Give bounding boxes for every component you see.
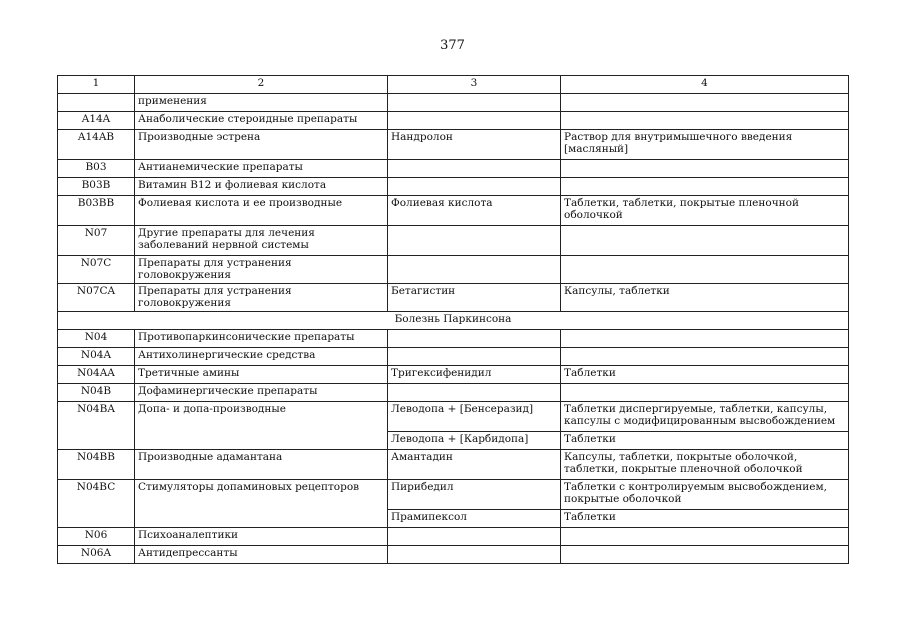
atc-code: N04AA <box>58 366 135 384</box>
table-row <box>58 256 849 284</box>
drug-name <box>388 160 561 178</box>
atc-code: A14AB <box>58 130 135 160</box>
drug-name <box>388 256 561 284</box>
group-name: Противопаркинсонические препараты <box>135 330 388 348</box>
group-name: Психоаналептики <box>135 528 388 546</box>
drug-name <box>388 330 561 348</box>
atc-code: N04B <box>58 384 135 402</box>
atc-code: N04A <box>58 348 135 366</box>
table-row <box>58 196 849 226</box>
drug-name: Леводопа + [Карбидопа] <box>388 432 561 450</box>
dosage-form <box>561 256 849 284</box>
dosage-form: Раствор для внутримышечного введения [масляный] <box>561 130 849 160</box>
group-name: Стимуляторы допаминовых рецепторов <box>135 480 388 528</box>
dosage-form <box>561 528 849 546</box>
drug-name <box>388 178 561 196</box>
table-row <box>58 546 849 564</box>
group-name: Анаболические стероидные препараты <box>135 112 388 130</box>
group-name: Дофаминергические препараты <box>135 384 388 402</box>
page-number: 377 <box>440 38 465 53</box>
group-name: Антихолинергические средства <box>135 348 388 366</box>
table-header-row <box>58 76 849 94</box>
dosage-form <box>561 348 849 366</box>
drug-name <box>388 384 561 402</box>
dosage-form <box>561 178 849 196</box>
dosage-form: Таблетки <box>561 432 849 450</box>
column-header-2: 2 <box>135 76 388 94</box>
drug-name <box>388 528 561 546</box>
drug-name <box>388 226 561 256</box>
drug-name: Тригексифенидил <box>388 366 561 384</box>
group-name: Допа- и допа-производные <box>135 402 388 450</box>
column-header-3: 3 <box>388 76 561 94</box>
table-row <box>58 348 849 366</box>
dosage-form: Таблетки с контролируемым высвобождением, покрытые оболочкой <box>561 480 849 510</box>
drug-name <box>388 94 561 112</box>
drug-name: Амантадин <box>388 450 561 480</box>
drug-classification-table <box>57 75 849 564</box>
group-name: Третичные амины <box>135 366 388 384</box>
table-row <box>58 366 849 384</box>
dosage-form: Капсулы, таблетки <box>561 284 849 312</box>
drug-name: Бетагистин <box>388 284 561 312</box>
group-name: Производные адамантана <box>135 450 388 480</box>
table-row <box>58 528 849 546</box>
atc-code: N07C <box>58 256 135 284</box>
dosage-form <box>561 330 849 348</box>
dosage-form <box>561 546 849 564</box>
drug-name <box>388 112 561 130</box>
group-name: Производные эстрена <box>135 130 388 160</box>
atc-code: N06 <box>58 528 135 546</box>
atc-code <box>58 94 135 112</box>
group-name: Антианемические препараты <box>135 160 388 178</box>
dosage-form <box>561 384 849 402</box>
group-name: Другие препараты для лечения заболеваний нервной системы <box>135 226 388 256</box>
atc-code: B03 <box>58 160 135 178</box>
atc-code: B03B <box>58 178 135 196</box>
dosage-form: Таблетки, таблетки, покрытые пленочной оболочкой <box>561 196 849 226</box>
dosage-form <box>561 112 849 130</box>
table-row <box>58 130 849 160</box>
section-row <box>58 312 849 330</box>
atc-code: N04BC <box>58 480 135 528</box>
drug-name: Леводопа + [Бенсеразид] <box>388 402 561 432</box>
column-header-1: 1 <box>58 76 135 94</box>
table-row <box>58 402 849 432</box>
group-name: Антидепрессанты <box>135 546 388 564</box>
drug-name: Пирибедил <box>388 480 561 510</box>
atc-code: N04BB <box>58 450 135 480</box>
drug-name: Фолиевая кислота <box>388 196 561 226</box>
dosage-form: Капсулы, таблетки, покрытые оболочкой, таблетки, покрытые пленочной оболочкой <box>561 450 849 480</box>
drug-name: Нандролон <box>388 130 561 160</box>
table-row <box>58 480 849 510</box>
table-row <box>58 94 849 112</box>
group-name: Препараты для устранения головокружения <box>135 284 388 312</box>
atc-code: A14A <box>58 112 135 130</box>
dosage-form: Таблетки <box>561 510 849 528</box>
drug-name: Прамипексол <box>388 510 561 528</box>
table-row <box>58 330 849 348</box>
dosage-form <box>561 160 849 178</box>
atc-code: N07CA <box>58 284 135 312</box>
group-name: применения <box>135 94 388 112</box>
drug-name <box>388 546 561 564</box>
group-name: Фолиевая кислота и ее производные <box>135 196 388 226</box>
table-row <box>58 450 849 480</box>
group-name: Витамин B12 и фолиевая кислота <box>135 178 388 196</box>
group-name: Препараты для устранения головокружения <box>135 256 388 284</box>
dosage-form: Таблетки <box>561 366 849 384</box>
dosage-form <box>561 94 849 112</box>
table-row <box>58 384 849 402</box>
dosage-form: Таблетки диспергируемые, таблетки, капсулы, капсулы с модифицированным высвобождением <box>561 402 849 432</box>
atc-code: N04BA <box>58 402 135 450</box>
atc-code: B03BB <box>58 196 135 226</box>
atc-code: N07 <box>58 226 135 256</box>
table-row <box>58 178 849 196</box>
table-row <box>58 112 849 130</box>
dosage-form <box>561 226 849 256</box>
table-row <box>58 284 849 312</box>
atc-code: N04 <box>58 330 135 348</box>
table-row <box>58 226 849 256</box>
drug-name <box>388 348 561 366</box>
table-row <box>58 160 849 178</box>
column-header-4: 4 <box>561 76 849 94</box>
section-heading: Болезнь Паркинсона <box>58 312 849 330</box>
atc-code: N06A <box>58 546 135 564</box>
